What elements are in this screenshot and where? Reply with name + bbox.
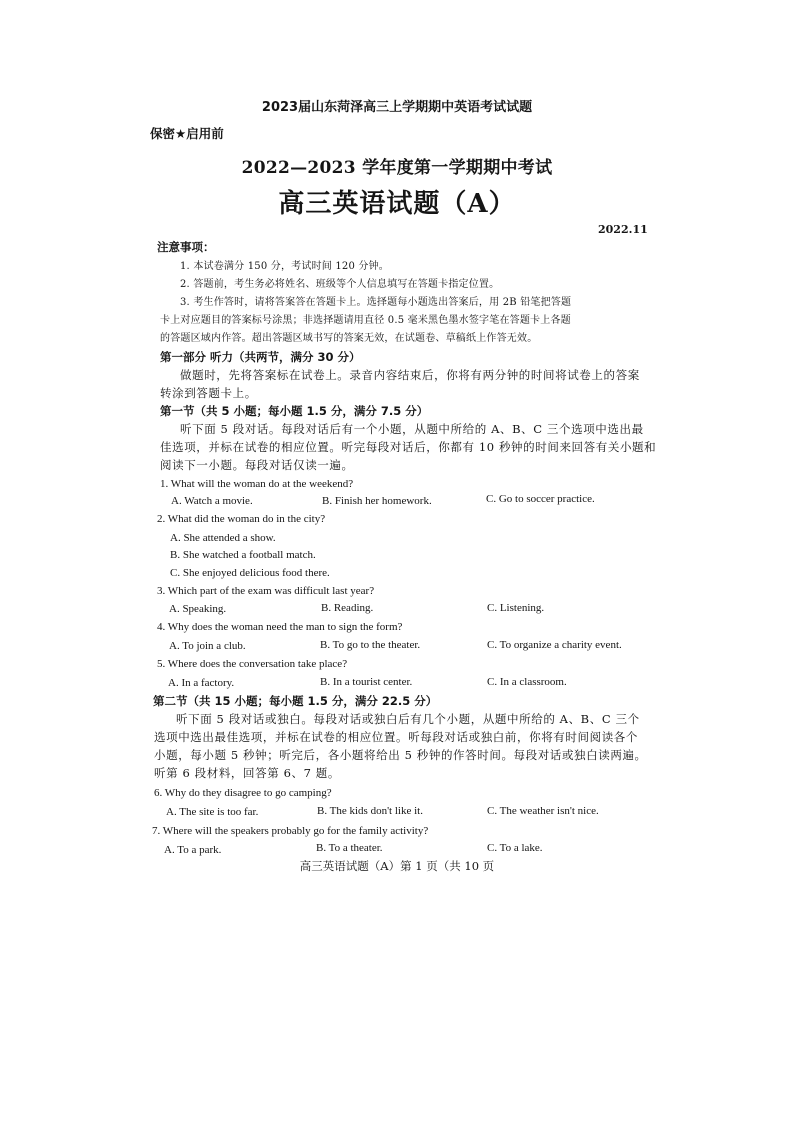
question-6-option-a: A. The site is too far. bbox=[166, 806, 259, 818]
section2-intro-line-4: 听第 6 段材料，回答第 6、7 题。 bbox=[154, 766, 340, 780]
question-1-option-b: B. Finish her homework. bbox=[322, 495, 432, 507]
secret-label: 保密★启用前 bbox=[150, 126, 224, 141]
question-3-option-a: A. Speaking. bbox=[169, 603, 227, 615]
question-1-option-c: C. Go to soccer practice. bbox=[486, 493, 595, 505]
section2-intro-line-2: 选项中选出最佳选项，并标在试卷的相应位置。听每段对话或独白前，你将有时间阅读各个 bbox=[154, 730, 638, 744]
page-footer: 高三英语试题（A）第 1 页（共 10 页 bbox=[299, 859, 495, 873]
question-2-option-b: B. She watched a football match. bbox=[170, 549, 316, 561]
notice-item-2: 2. 答题前，考生务必将姓名、班级等个人信息填写在答题卡指定位置。 bbox=[180, 279, 500, 290]
exam-date: 2022.11 bbox=[598, 223, 648, 236]
exam-title: 高三英语试题（A） bbox=[278, 189, 516, 219]
section1-heading: 第一节（共 5 小题；每小题 1.5 分，满分 7.5 分） bbox=[160, 404, 429, 418]
notice-item-1: 1. 本试卷满分 150 分，考试时间 120 分钟。 bbox=[180, 261, 390, 272]
question-7-stem: 7. Where will the speakers probably go for the family activity? bbox=[152, 825, 429, 837]
section2-intro-line-3: 小题，每小题 5 秒钟；听完后，各小题将给出 5 秒钟的作答时间。每段对话或独白读两遍。 bbox=[154, 748, 647, 762]
question-4-stem: 4. Why does the woman need the man to sign the form? bbox=[157, 621, 403, 633]
question-5-option-b: B. In a tourist center. bbox=[320, 676, 413, 688]
question-3-stem: 3. Which part of the exam was difficult last year? bbox=[157, 585, 375, 597]
question-1-option-a: A. Watch a movie. bbox=[171, 495, 253, 507]
notice-heading: 注意事项： bbox=[157, 240, 215, 254]
question-1-stem: 1. What will the woman do at the weekend? bbox=[160, 478, 354, 490]
question-3-option-b: B. Reading. bbox=[321, 602, 374, 614]
question-5-option-a: A. In a factory. bbox=[168, 677, 235, 689]
question-2-option-a: A. She attended a show. bbox=[170, 532, 276, 544]
document-title: 2023届山东菏泽高三上学期期中英语考试试题 bbox=[261, 100, 533, 115]
question-6-stem: 6. Why do they disagree to go camping? bbox=[154, 787, 332, 799]
question-7-option-b: B. To a theater. bbox=[316, 842, 383, 854]
notice-item-3-line-3: 的答题区域内作答。超出答题区域书写的答案无效，在试题卷、草稿纸上作答无效。 bbox=[160, 333, 538, 344]
section2-heading: 第二节（共 15 小题；每小题 1.5 分，满分 22.5 分） bbox=[153, 694, 438, 708]
question-5-stem: 5. Where does the conversation take place? bbox=[157, 658, 348, 670]
part1-intro-line-1: 做题时，先将答案标在试卷上。录音内容结束后，你将有两分钟的时间将试卷上的答案 bbox=[180, 368, 640, 382]
question-2-option-c: C. She enjoyed delicious food there. bbox=[170, 567, 330, 579]
question-6-option-b: B. The kids don't like it. bbox=[317, 805, 423, 817]
part1-intro-line-2: 转涂到答题卡上。 bbox=[160, 386, 257, 400]
question-4-option-a: A. To join a club. bbox=[169, 640, 246, 652]
notice-item-3-line-1: 3. 考生作答时，请将答案答在答题卡上。选择题每小题选出答案后，用 2B 铅笔把答题 bbox=[180, 297, 572, 308]
part1-heading: 第一部分 听力（共两节，满分 30 分） bbox=[160, 350, 361, 364]
notice-item-3-line-2: 卡上对应题目的答案标号涂黑；非选择题请用直径 0.5 毫米黑色墨水签字笔在答题卡上各题 bbox=[160, 315, 571, 326]
question-5-option-c: C. In a classroom. bbox=[487, 676, 567, 688]
question-2-stem: 2. What did the woman do in the city? bbox=[157, 513, 326, 525]
question-4-option-b: B. To go to the theater. bbox=[320, 639, 421, 651]
question-4-option-c: C. To organize a charity event. bbox=[487, 639, 622, 651]
question-6-option-c: C. The weather isn't nice. bbox=[487, 805, 599, 817]
question-7-option-a: A. To a park. bbox=[164, 844, 222, 856]
section1-intro-line-2: 佳选项，并标在试卷的相应位置。听完每段对话后，你都有 10 秒钟的时间来回答有关小题和 bbox=[160, 440, 657, 454]
section1-intro-line-1: 听下面 5 段对话。每段对话后有一个小题，从题中所给的 A、B、C 三个选项中选出最 bbox=[180, 422, 644, 436]
year-title: 2022—2023 学年度第一学期期中考试 bbox=[241, 158, 553, 178]
section1-intro-line-3: 阅读下一小题。每段对话仅读一遍。 bbox=[160, 458, 354, 472]
section2-intro-line-1: 听下面 5 段对话或独白。每段对话或独白后有几个小题，从题中所给的 A、B、C 三个 bbox=[176, 712, 640, 726]
question-7-option-c: C. To a lake. bbox=[487, 842, 543, 854]
question-3-option-c: C. Listening. bbox=[487, 602, 545, 614]
